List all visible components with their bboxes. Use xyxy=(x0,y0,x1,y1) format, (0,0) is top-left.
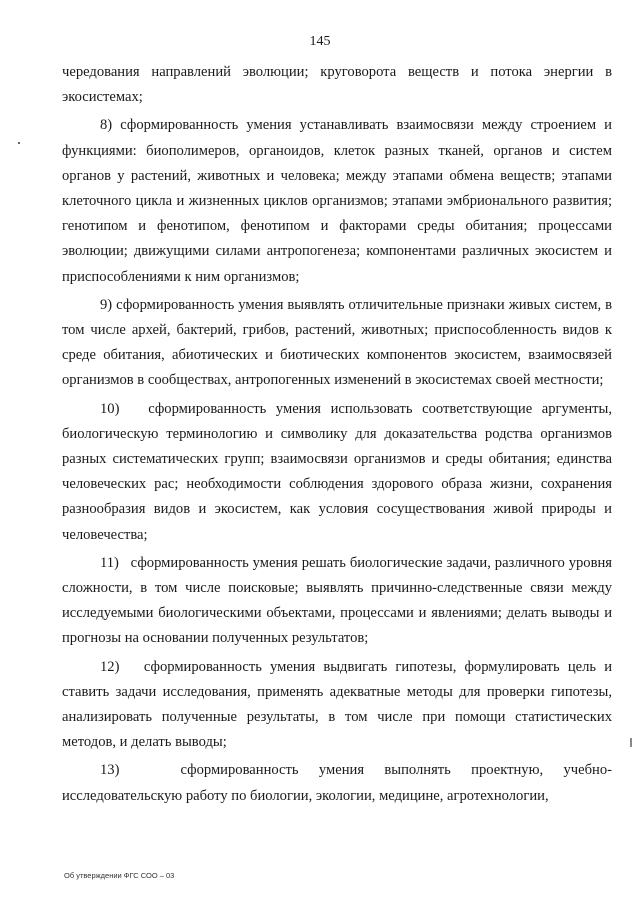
paragraph-continuation: чередования направлений эволюции; круговорота веществ и потока энергии в экосистемах; xyxy=(62,64,612,106)
paragraph-item-13: 13) сформированность умения выполнять проектную, учебно-исследовательскую работу по биологии, экологии, медицине, агротехнологии, xyxy=(62,762,612,804)
margin-mark xyxy=(18,142,20,144)
page-number: 145 xyxy=(309,34,331,49)
paragraph-item-12: 12) сформированность умения выдвигать гипотезы, формулировать цель и ставить задачи исследования, применять адекватные методы для проверки гипотезы, анализировать полученные результаты, в том числе при помощи статистических методов, и делать выводы; xyxy=(62,658,612,751)
document-footer: Об утверждении ФГС СОО – 03 xyxy=(64,871,175,880)
edge-mark xyxy=(630,738,632,747)
paragraph-item-9: 9) сформированность умения выявлять отличительные признаки живых систем, в том числе архей, бактерий, грибов, растений, животных; приспособленность видов к среде обитания, абиотических и биотических компонентов экосистем, взаимосвязей организмов в сообществах, антропогенных изменений в экосистемах своей местности; xyxy=(62,296,612,389)
document-body xyxy=(62,60,612,812)
paragraph-item-11: 11) сформированность умения решать биологические задачи, различного уровня сложности, в том числе поисковые; выявлять причинно-следственные связи между исследуемыми биологическими объектами, процессами и явлениями; делать выводы и прогнозы на основании полученных результатов; xyxy=(62,554,612,647)
paragraph-item-10: 10) сформированность умения использовать соответствующие аргументы, биологическую терминологию и символику для доказательства родства организмов разных систематических групп; взаимосвязи организмов и среды обитания; единства человеческих рас; необходимости соблюдения здорового образа жизни, сохранения разнообразия видов и экосистем, как условия сосуществования живой природы и человечества; xyxy=(62,400,612,543)
paragraph-item-8: 8) сформированность умения устанавливать взаимосвязи между строением и функциями: биополимеров, органоидов, клеток разных тканей, органов и систем органов у растений, животных и человека; между этапами обмена веществ; этапами клеточного цикла и жизненных циклов организмов; этапами эмбрионального развития; генотипом и фенотипом, фенотипом и факторами среды обитания; процессами эволюции; движущими силами антропогенеза; компонентами различных экосистем и приспособлениями к ним организмов; xyxy=(62,117,612,285)
